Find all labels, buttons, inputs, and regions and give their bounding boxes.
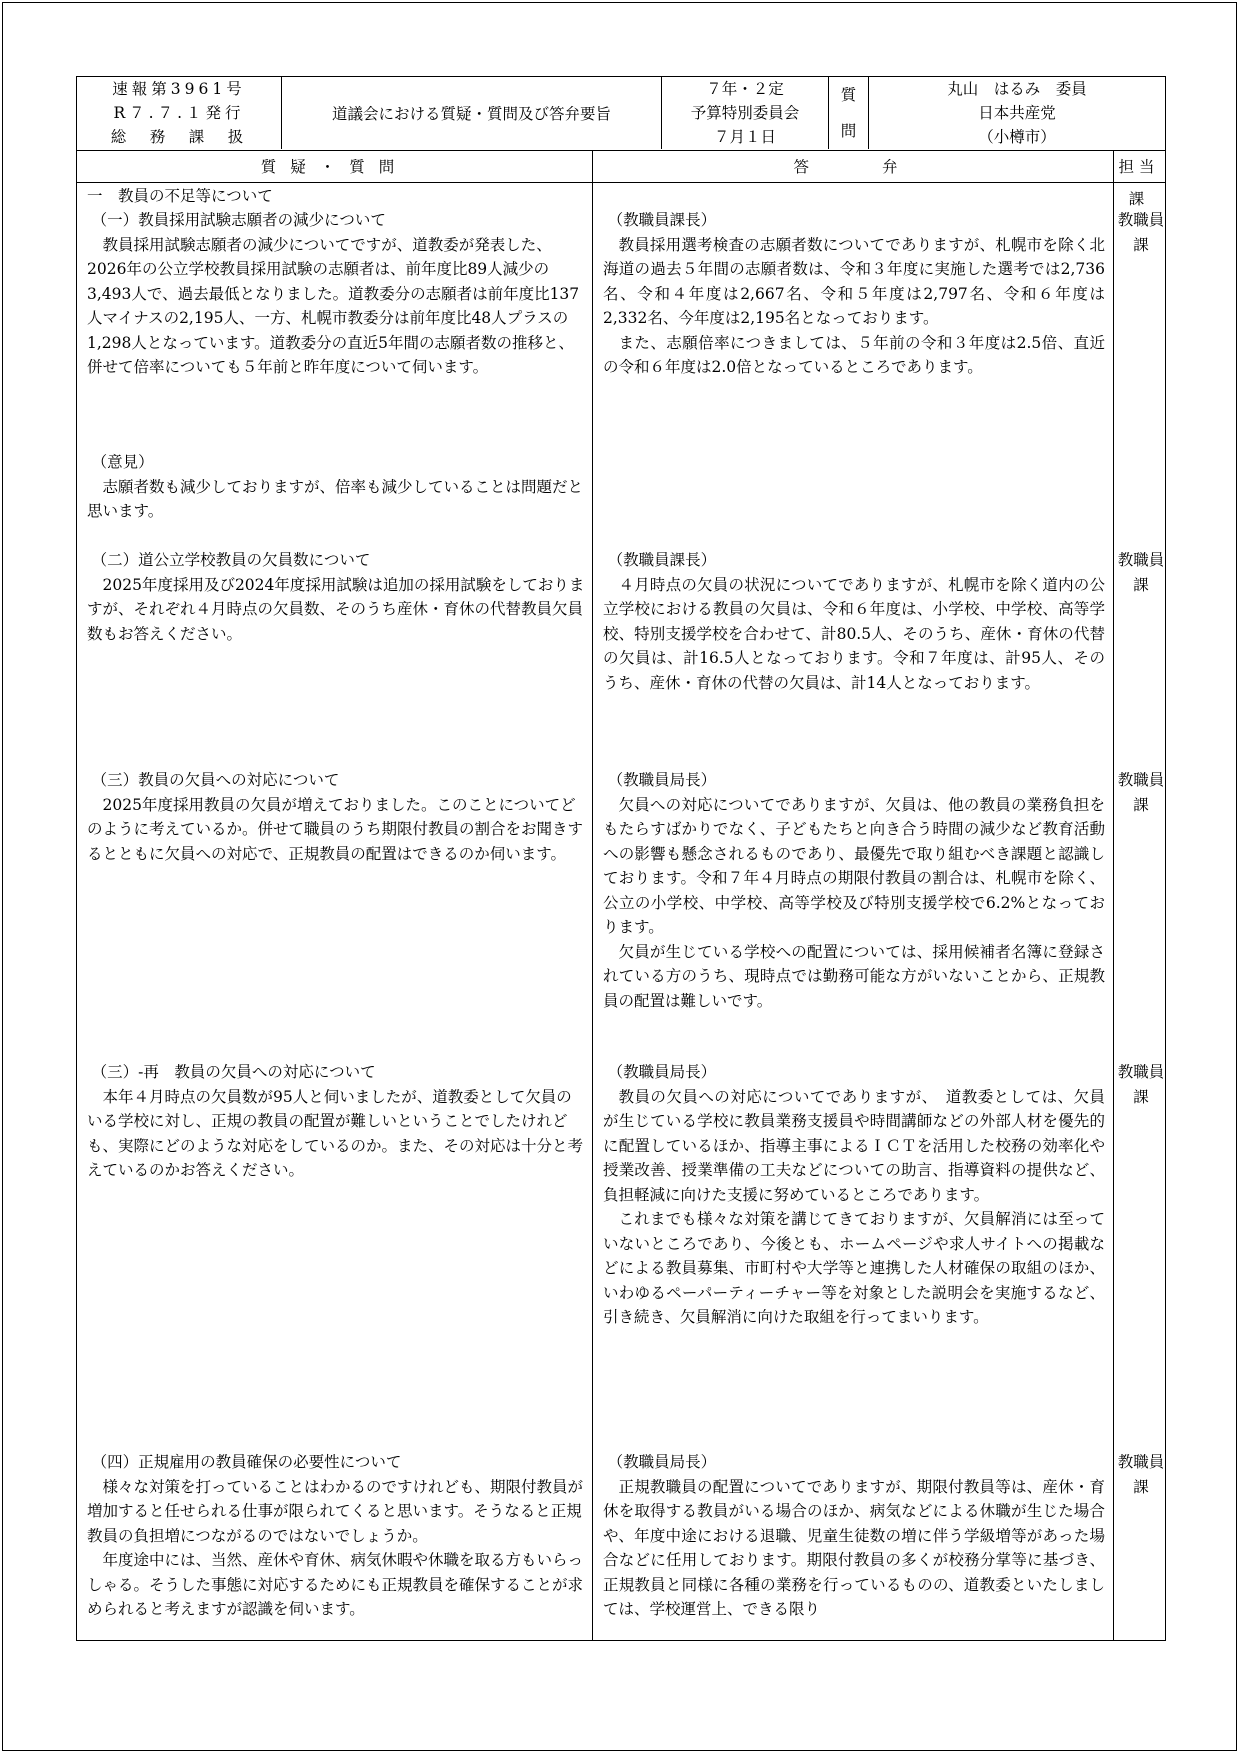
column-divider-2 [1113, 151, 1114, 1640]
committee-name: 予算特別委員会 [690, 104, 800, 122]
question-2 [87, 548, 587, 646]
member-name: 丸山 はるみ 委員 [947, 80, 1087, 98]
member-party: 日本共産党 [978, 104, 1056, 122]
question-2-title: （二）道公立学校教員の欠員数について [91, 551, 371, 569]
type-label [829, 77, 869, 149]
question-5-body: 様々な対策を打っていることはわかるのですけれども、期限付教員が増加すると任せられる仕事が限られてくると思います。そうなると正規教員の負担増につながるのではないでしょうか。 [87, 1477, 584, 1545]
meeting-date: ７月１日 [713, 128, 776, 146]
answer-4-para-2: これまでも様々な対策を講じてきておりますが、欠員解消には至っていないところであり、今後とも、ホームページや求人サイトへの掲載などによる教員募集、市町村や大学等と連携した人材確保の取組のほか、いわゆるペーパーティーチャー等を対象とした説明会を実施するなど、引き続き、欠員解消に向けた取組を行ってまいります。 [603, 1210, 1105, 1326]
answer-3-para-1: 欠員への対応についてでありますが、欠員は、他の教員の業務負担をもたらすばかりでなく、子どもたちと向き合う時間の減少など教育活動への影響も懸念されるものであり、最優先で取り組むべき課題と認識しております。令和７年４月時点の期限付教員の割合は、札幌市を除く、公立の小学校、中学校、高等学校及び特別支援学校で6.2%となっております。 [603, 795, 1105, 936]
question-1 [87, 208, 587, 380]
opinion-1-title: （意見） [91, 453, 154, 471]
answer-2 [603, 548, 1105, 695]
bulletin-number: 速報第3961号 [112, 80, 246, 98]
answer-1-para-2: また、志願倍率につきましては、５年前の令和３年度は2.5倍、直近の令和６年度は2.0倍となっているところであります。 [603, 333, 1105, 376]
question-3-body: 2025年度採用教員の欠員が増えておりました。このことについてどのように考えているか。併せて職員のうち期限付教員の割合をお聞きするとともに欠員への対応で、正規教員の配置はできるのか伺います。 [87, 795, 584, 863]
type-label-1: 質 [840, 86, 857, 104]
column-divider-1 [592, 151, 593, 1640]
issue-date: R７.７.１発行 [113, 104, 245, 122]
question-1-title: （一）教員採用試験志願者の減少について [91, 211, 386, 229]
dept-1: 教職員課 [1117, 211, 1165, 254]
answer-4-speaker: （教職員局長） [607, 1063, 717, 1081]
section-title: 一 教員の不足等について [87, 187, 273, 205]
bulletin-meta [77, 77, 282, 149]
answer-5-para-1: 正規教職員の配置についてでありますが、期限付教員等は、産休・育休を取得する教員がいる場合のほか、病気などによる休職が生じた場合や、年度中途における退職、児童生徒数の増に伴う学級増等があった場合などに任用しております。期限付教員の多くが校務分掌等に基づき、正規教員と同様に各種の業務を行っているものの、道教委といたしましては、学校運営上、できる限り [603, 1477, 1105, 1618]
handling-dept: 総 務 課 扱 [110, 128, 248, 146]
answer-5-speaker: （教職員局長） [607, 1453, 717, 1471]
answer-1-speaker: （教職員課長） [607, 211, 717, 229]
document-header [77, 77, 1165, 151]
answer-2-speaker: （教職員課長） [607, 551, 717, 569]
dept-2: 教職員課 [1117, 551, 1165, 594]
question-3-title: （三）教員の欠員への対応について [91, 771, 340, 789]
answer-3-para-2: 欠員が生じている学校への配置については、採用候補者名簿に登録されている方のうち、現時点では勤務可能な方がいないことから、正規教員の配置は難しいです。 [603, 942, 1105, 1010]
question-4 [87, 1060, 587, 1183]
dept-4: 教職員課 [1117, 1063, 1165, 1106]
answer-4-para-1: 教員の欠員への対応についてでありますが、 道教委としては、欠員が生じている学校に教員業務支援員や時間講師などの外部人材を優先的に配置しているほか、指導主事によるＩＣＴを活用した校務の効率化や授業改善、授業準備の工夫などについての助言、指導資料の提供など、負担軽減に向けた支援に努めているところであります。 [603, 1087, 1105, 1204]
member-district: （小樽市） [978, 128, 1056, 146]
question-4-title: （三）-再 教員の欠員への対応について [91, 1063, 376, 1081]
answer-3-speaker: （教職員局長） [607, 771, 717, 789]
column-header-question: 質疑・質問 [77, 151, 592, 183]
answer-1 [603, 208, 1105, 380]
dept-5: 教職員課 [1117, 1453, 1165, 1496]
question-2-body: 2025年度採用及び2024年度採用試験は追加の採用試験をしておりますが、それぞれ４月時点の欠員数、そのうち産休・育休の代替教員欠員数もお答えください。 [87, 575, 585, 643]
document-sheet [76, 76, 1166, 1641]
member-info [869, 77, 1165, 149]
question-5-body-2: 年度途中には、当然、産休や育休、病気休暇や休職を取る方もいらっしゃる。そうした事態に対応するためにも正規教員を確保することが求められると考えますが認識を伺います。 [87, 1551, 584, 1618]
answer-4 [603, 1060, 1105, 1330]
answer-5 [603, 1450, 1105, 1622]
question-5 [87, 1450, 587, 1622]
question-3 [87, 768, 587, 866]
answer-1-para-1: 教員採用選考検査の志願者数についてでありますが、札幌市を除く北海道の過去５年間の志願者数は、令和３年度に実施した選考では2,736名、令和４年度は2,667名、令和５年度は2,797名、令和６年度は2,332名、今年度は2,195名となっております。 [603, 235, 1105, 327]
document-title-text: 道議会における質疑・質問及び答弁要旨 [331, 105, 611, 123]
answer-2-para-1: ４月時点の欠員の状況についてでありますが、札幌市を除く道内の公立学校における教員の欠員は、令和６年度は、小学校、中学校、高等学校、特別支援学校を合わせて、計80.5人、そのうち、産休・育休の代替の欠員は、計16.5人となっております。令和７年度は、計95人、そのうち、産休・育休の代替の欠員は、計14人となっております。 [603, 575, 1105, 692]
type-label-2: 問 [840, 122, 857, 140]
opinion-1 [87, 450, 587, 524]
committee-info [662, 77, 829, 149]
answer-3 [603, 768, 1105, 1013]
dept-3: 教職員課 [1117, 771, 1165, 814]
question-5-title: （四）正規雇用の教員確保の必要性について [91, 1453, 402, 1471]
question-1-body: 教員採用試験志願者の減少についてですが、道教委が発表した、2026年の公立学校教員採用試験の志願者は、前年度比89人減少の3,493人で、過去最低となりました。道教委分の志願者は前年度比137人マイナスの2,195人、一方、札幌市教委分は前年度比48人プラスの1,298人となっています。道教委分の直近5年間の志願者数の推移と、併せて倍率についても５年前と昨年度について伺います。 [87, 235, 580, 376]
column-header-dept: 担当課 [1113, 151, 1165, 183]
column-header-answer: 答 弁 [592, 151, 1113, 183]
opinion-1-body: 志願者数も減少しておりますが、倍率も減少していることは問題だと思います。 [87, 477, 584, 520]
session: ７年・２定 [706, 80, 784, 98]
document-title [282, 77, 662, 149]
question-4-body: 本年４月時点の欠員数が95人と伺いましたが、道教委として欠員のいる学校に対し、正規の教員の配置が難しいということでしたけれども、実際にどのような対応をしているのか。また、その対応は十分と考えているのかお答えください。 [87, 1087, 584, 1179]
